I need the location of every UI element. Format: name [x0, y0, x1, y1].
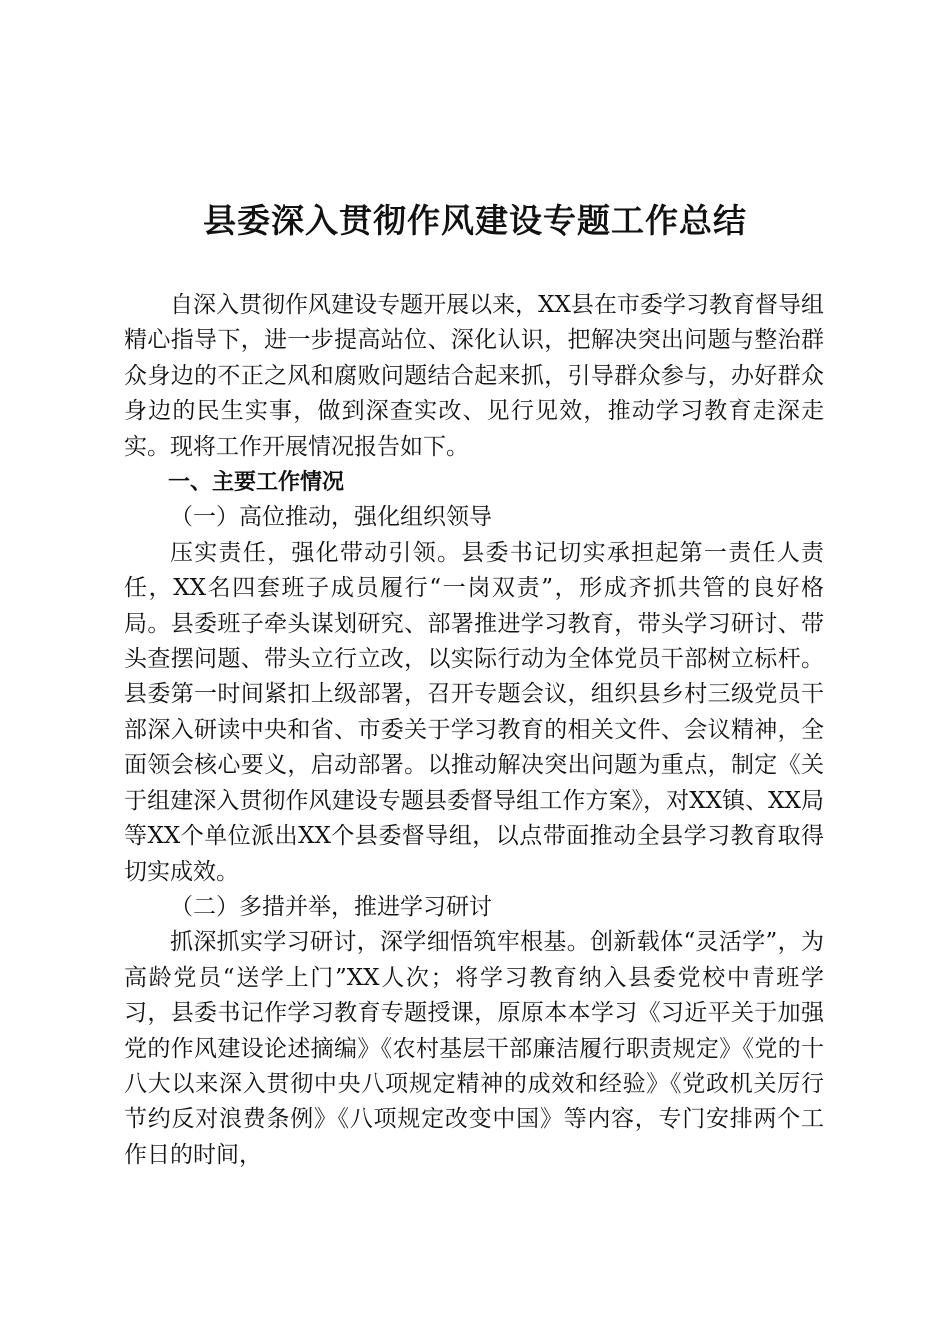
- document-title: 县委深入贯彻作风建设专题工作总结: [203, 201, 747, 240]
- study-paragraph: 抓深抓实学习研讨，深学细悟筑牢根基。创新载体“灵活学”，为高龄党员“送学上门”XX人次；将学习教育纳入县委党校中青班学习，县委书记作学习教育专题授课，原原本本学习《习近平关于加强党的作风建设论述摘编》《农村基层干部廉洁履行职责规定》《党的十八大以来深入贯彻中央八项规定精神的成效和经验》《党政机关厉行节约反对浪费条例》《八项规定改变中国》等内容，专门安排两个工作日的时间，: [124, 929, 824, 1168]
- leadership-paragraph: 压实责任，强化带动引领。县委书记切实承担起第一责任人责任，XX名四套班子成员履行“一岗双责”，形成齐抓共管的良好格局。县委班子牵头谋划研究、部署推进学习教育，带头学习研讨、带头查摆问题、带头立行立改，以实际行动为全体党员干部树立标杆。县委第一时间紧扣上级部署，召开专题会议，组织县乡村三级党员干部深入研读中央和省、市委关于学习教育的相关文件、会议精神，全面领会核心要义，启动部署。以推动解决突出问题为重点，制定《关于组建深入贯彻作风建设专题县委督导组工作方案》，对XX镇、XX局等XX个单位派出XX个县委督导组，以点带面推动全县学习教育取得切实成效。: [124, 539, 824, 885]
- subsection-heading-study: （二）多措并举，推进学习研讨: [170, 893, 492, 920]
- subsection-heading-leadership: （一）高位推动，强化组织领导: [170, 504, 492, 531]
- section-heading-main-work: 一、主要工作情况: [168, 470, 345, 496]
- intro-paragraph: 自深入贯彻作风建设专题开展以来，XX县在市委学习教育督导组精心指导下，进一步提高站位、深化认识，把解决突出问题与整治群众身边的不正之风和腐败问题结合起来抓，引导群众参与，办好群众身边的民生实事，做到深查实改、见行见效，推动学习教育走深走实。现将工作开展情况报告如下。: [124, 292, 824, 460]
- document-body: [124, 288, 824, 1173]
